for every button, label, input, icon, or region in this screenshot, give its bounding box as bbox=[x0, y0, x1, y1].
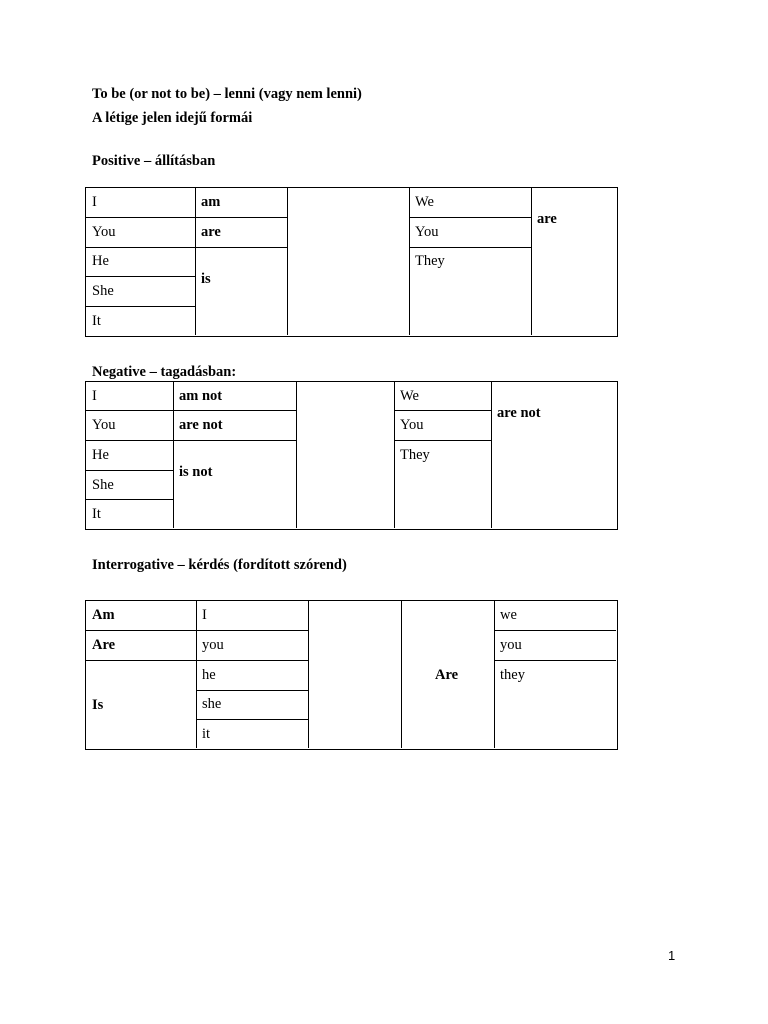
negative-pronoun-you-plural: You bbox=[400, 417, 424, 433]
positive-table bbox=[85, 187, 618, 337]
positive-pronoun-he: He bbox=[92, 253, 109, 269]
interrogative-pronoun-they: they bbox=[500, 667, 525, 683]
negative-pronoun-she: She bbox=[92, 477, 114, 493]
interrogative-verb-are-plural: Are bbox=[435, 667, 459, 683]
positive-pronoun-they: They bbox=[415, 253, 445, 269]
interrogative-pronoun-you-plural: you bbox=[500, 637, 522, 653]
positive-verb-are: are bbox=[201, 224, 221, 240]
negative-verb-is-not: is not bbox=[179, 464, 213, 480]
negative-verb-are-not: are not bbox=[179, 417, 223, 433]
page-number: 1 bbox=[668, 948, 676, 963]
negative-table bbox=[85, 381, 618, 530]
negative-pronoun-i: I bbox=[92, 388, 97, 404]
negative-pronoun-we: We bbox=[400, 388, 419, 404]
document-subtitle: A létige jelen idejű formái bbox=[92, 110, 253, 126]
interrogative-pronoun-he: he bbox=[202, 667, 216, 683]
interrogative-table bbox=[85, 600, 618, 750]
interrogative-heading: Interrogative – kérdés (fordított szórend) bbox=[92, 557, 347, 573]
interrogative-pronoun-you: you bbox=[202, 637, 224, 653]
interrogative-pronoun-i: I bbox=[202, 607, 207, 623]
negative-pronoun-it: It bbox=[92, 506, 101, 522]
positive-pronoun-she: She bbox=[92, 283, 114, 299]
interrogative-pronoun-she: she bbox=[202, 696, 222, 712]
positive-pronoun-it: It bbox=[92, 313, 101, 329]
positive-pronoun-you: You bbox=[92, 224, 116, 240]
positive-heading: Positive – állításban bbox=[92, 153, 216, 169]
interrogative-verb-is: Is bbox=[92, 697, 104, 713]
positive-pronoun-you-plural: You bbox=[415, 224, 439, 240]
negative-verb-are-not-plural: are not bbox=[497, 405, 541, 421]
document-title: To be (or not to be) – lenni (vagy nem lenni) bbox=[92, 86, 362, 102]
positive-verb-is: is bbox=[201, 271, 211, 287]
interrogative-verb-am: Am bbox=[92, 607, 115, 623]
positive-pronoun-i: I bbox=[92, 194, 97, 210]
negative-heading: Negative – tagadásban: bbox=[92, 364, 237, 380]
interrogative-pronoun-it: it bbox=[202, 726, 211, 742]
negative-pronoun-they: They bbox=[400, 447, 430, 463]
interrogative-pronoun-we: we bbox=[500, 607, 517, 623]
negative-pronoun-you: You bbox=[92, 417, 116, 433]
negative-pronoun-he: He bbox=[92, 447, 109, 463]
positive-pronoun-we: We bbox=[415, 194, 434, 210]
positive-verb-are-plural: are bbox=[537, 211, 557, 227]
negative-verb-am-not: am not bbox=[179, 388, 223, 404]
interrogative-verb-are: Are bbox=[92, 637, 116, 653]
positive-verb-am: am bbox=[201, 194, 221, 210]
